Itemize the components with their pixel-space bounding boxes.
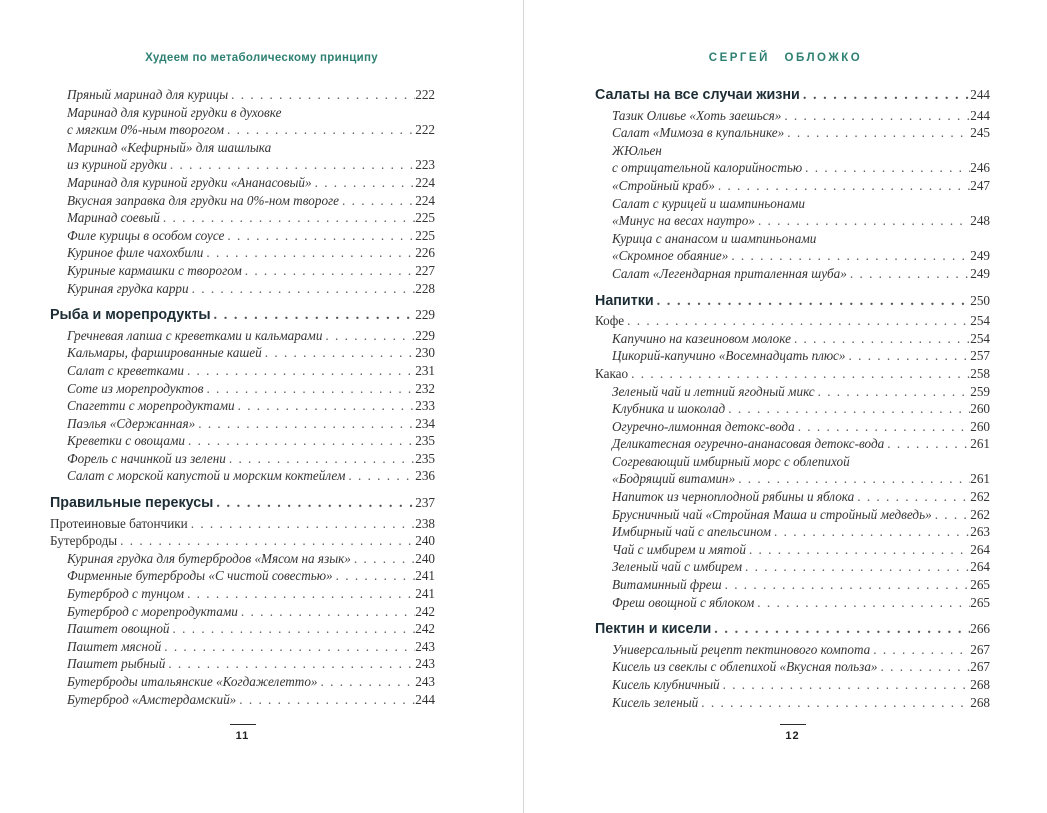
toc-entry-row <box>595 435 990 453</box>
toc-page-number: 235 <box>415 433 435 449</box>
toc-entry-title: Фирменные бутерброды «С чистой совестью» <box>67 568 333 584</box>
toc-section-title: Салаты на все случаи жизни <box>595 87 800 103</box>
toc-page-number: 224 <box>415 192 435 208</box>
dot-leader <box>854 488 970 506</box>
toc-page-number: 266 <box>970 621 990 637</box>
toc-entry-row <box>595 418 990 436</box>
toc-page-number: 223 <box>415 157 435 173</box>
toc-entry-title: ЖЮльен <box>612 142 662 158</box>
toc-entry-title: Салат с креветками <box>67 362 184 378</box>
toc-page-number: 267 <box>970 659 990 675</box>
toc-page-number: 249 <box>970 248 990 264</box>
toc-entry-title: Паштет мясной <box>67 638 162 654</box>
toc-entry-row <box>595 212 990 230</box>
toc-page-number: 242 <box>415 603 435 619</box>
toc-page-number: 240 <box>415 533 435 549</box>
toc-entry-row <box>595 347 990 365</box>
toc-entry-row <box>50 585 435 603</box>
toc-entry-title: Деликатесная огуречно-ананасовая детокс-вода <box>612 436 885 452</box>
toc-entry-row <box>50 174 435 192</box>
dot-leader <box>795 418 971 436</box>
dot-leader <box>720 676 971 694</box>
toc-entry-title: Гречневая лапша с креветками и кальмарами <box>67 327 323 343</box>
dot-leader <box>189 280 416 298</box>
toc-entry-row <box>50 156 435 174</box>
dot-leader <box>624 312 970 330</box>
toc-entry-title: Кальмары, фаршированные кашей <box>67 345 262 361</box>
toc-page-number: 268 <box>970 677 990 692</box>
toc-page-number: 265 <box>970 594 990 610</box>
toc-section-title: Пектин и кисели <box>595 621 712 638</box>
dot-leader <box>224 227 415 245</box>
dot-leader <box>242 262 415 280</box>
toc-page-number: 257 <box>970 348 990 364</box>
toc-entry-row <box>595 195 990 213</box>
toc-entry-title: Маринад «Кефирный» для шашлыка <box>67 139 272 155</box>
toc-section-row <box>595 620 990 639</box>
toc-entry-row <box>595 641 990 659</box>
toc-page-number: 267 <box>970 641 990 657</box>
toc-page-number: 229 <box>415 327 435 343</box>
toc-entry-row <box>595 558 990 576</box>
dot-leader <box>802 159 970 177</box>
toc-entry-title: Какао <box>595 365 629 381</box>
toc-entry-row <box>50 244 435 262</box>
toc-entry-title: Зеленый чай и летний ягодный микс <box>612 383 815 399</box>
toc-entry-title: из куриной грудки <box>67 157 167 173</box>
toc-entry-row <box>50 432 435 450</box>
dot-leader <box>224 121 415 139</box>
toc-entry-title: Салат с морской капустой и морским коктейлем <box>67 468 346 484</box>
dot-leader <box>117 532 415 550</box>
toc-page-number: 264 <box>970 559 990 575</box>
dot-leader <box>238 603 415 621</box>
dot-leader <box>932 506 971 524</box>
toc-entry-row <box>595 594 990 612</box>
right-page <box>524 0 1047 813</box>
toc-entry-row <box>50 467 435 485</box>
toc-page-number: 261 <box>970 471 990 487</box>
toc-page-number: 240 <box>415 550 435 566</box>
toc-page-number: 262 <box>970 506 990 522</box>
toc-entry-title: Куриная грудка карри <box>67 280 189 296</box>
dot-leader <box>165 655 415 673</box>
toc-page-number: 254 <box>970 330 990 346</box>
dot-leader <box>184 585 415 603</box>
dot-leader <box>784 124 970 142</box>
dot-leader <box>185 432 415 450</box>
toc-entry-row <box>595 107 990 125</box>
toc-entry-title: Витаминный фреш <box>612 577 722 593</box>
toc-entry-title: Салат «Мимоза в купальнике» <box>612 125 785 141</box>
toc-entry-row <box>50 327 435 345</box>
toc-entry-row <box>50 673 435 691</box>
toc-entry-row <box>595 576 990 594</box>
toc-section-title: Напитки <box>595 292 654 309</box>
toc-entry-row <box>50 638 435 656</box>
toc-entry-title: Клубника и шоколад <box>612 401 726 417</box>
toc-entry-title: Чай с имбирем и мятой <box>612 541 746 557</box>
toc-entry-row <box>50 397 435 415</box>
toc-entry-row <box>595 247 990 265</box>
toc-page-number: 246 <box>970 160 990 176</box>
toc-entry-title: Салат «Легендарная приталенная шуба» <box>612 265 847 281</box>
toc-entry-title: Цикорий-капучино «Восемнадцать плюс» <box>612 348 846 364</box>
toc-page-number: 225 <box>415 210 435 226</box>
toc-entry-row <box>50 550 435 568</box>
toc-page-number: 234 <box>415 415 435 431</box>
dot-leader <box>339 192 415 210</box>
toc-entry-row <box>50 620 435 638</box>
dot-leader <box>742 558 970 576</box>
dot-leader <box>322 327 415 345</box>
toc-entry-title: Спагетти с морепродуктами <box>67 398 235 414</box>
dot-leader <box>318 673 416 691</box>
toc-page-number: 226 <box>415 245 435 261</box>
dot-leader <box>195 415 415 433</box>
dot-leader <box>815 383 971 401</box>
toc-entry-title: Кисель зеленый <box>612 694 699 710</box>
dot-leader <box>161 638 415 656</box>
toc-page-number: 262 <box>970 489 990 505</box>
dot-leader <box>725 400 970 418</box>
dot-leader <box>884 435 970 453</box>
toc-page-number: 261 <box>970 436 990 452</box>
dot-leader <box>203 244 415 262</box>
dot-leader <box>160 209 415 227</box>
left-page <box>0 0 523 813</box>
toc-page-number: 248 <box>970 213 990 229</box>
dot-leader <box>754 594 970 612</box>
toc-entry-title: Бутерброды <box>50 533 118 549</box>
toc-entry-row <box>50 262 435 280</box>
dot-leader <box>846 347 971 365</box>
dot-leader <box>345 467 415 485</box>
toc-entry-row <box>50 515 435 533</box>
toc-entry-title: Куриная грудка для бутербродов «Мясом на язык» <box>67 550 351 566</box>
toc-entry-title: Брусничный чай «Стройная Маша и стройный медведь» <box>612 506 932 522</box>
dot-leader <box>228 86 415 104</box>
toc-entry-row <box>595 400 990 418</box>
toc-page-number: 237 <box>415 495 435 511</box>
toc-entry-title: Маринад для куриной грудки «Ананасовый» <box>67 174 312 190</box>
toc-entry-row <box>50 415 435 433</box>
toc-page-number: 235 <box>415 450 435 466</box>
dot-leader <box>203 380 415 398</box>
toc-entry-row <box>595 312 990 330</box>
toc-entry-row <box>595 124 990 142</box>
toc-entry-row <box>50 450 435 468</box>
dot-leader <box>226 450 415 468</box>
toc-entry-row <box>595 159 990 177</box>
toc-entry-title: «Стройный краб» <box>612 177 715 193</box>
toc-entry-row <box>50 121 435 139</box>
toc-entry-row <box>595 453 990 471</box>
toc-entry-title: Протеиновые батончики <box>50 515 188 531</box>
toc-page-number: 232 <box>415 380 435 396</box>
toc-page-number: 259 <box>970 383 990 399</box>
toc-page-number: 264 <box>970 541 990 557</box>
dot-leader <box>333 567 416 585</box>
dot-leader <box>722 576 971 594</box>
dot-leader <box>236 691 415 709</box>
dot-leader <box>235 397 416 415</box>
toc-page-number: 230 <box>415 345 435 361</box>
toc-entry-title: «Минус на весах наутро» <box>612 213 755 229</box>
toc-list-right <box>595 86 990 711</box>
toc-entry-title: Бутерброд «Амстердамский» <box>67 691 237 707</box>
toc-entry-title: Салат с курицей и шампиньонами <box>612 195 805 211</box>
dot-leader <box>188 515 416 533</box>
dot-leader <box>870 641 970 659</box>
toc-entry-title: Кофе <box>595 313 625 329</box>
toc-entry-row <box>595 506 990 524</box>
toc-entry-row <box>50 362 435 380</box>
toc-entry-row <box>595 365 990 383</box>
toc-page-number: 236 <box>415 468 435 484</box>
toc-entry-title: Креветки с овощами <box>67 433 185 449</box>
toc-entry-row <box>595 488 990 506</box>
folio-page-number: 12 <box>785 730 800 742</box>
page-footer <box>50 724 435 742</box>
dot-leader <box>167 156 415 174</box>
dot-leader <box>351 550 415 568</box>
toc-entry-title: Универсальный рецепт пектинового компота <box>612 641 871 657</box>
toc-section-title: Правильные перекусы <box>50 495 214 512</box>
toc-entry-row <box>50 380 435 398</box>
toc-entry-row <box>50 603 435 621</box>
toc-entry-row <box>595 383 990 401</box>
toc-page-number: 260 <box>970 418 990 434</box>
toc-entry-title: с мягким 0%-ным творогом <box>67 122 224 138</box>
toc-page-number: 260 <box>970 401 990 417</box>
toc-entry-title: Кисель клубничный <box>612 677 720 692</box>
toc-page-number: 243 <box>415 674 435 689</box>
toc-page-number: 268 <box>970 694 990 710</box>
toc-entry-title: Курица с ананасом и шампиньонами <box>612 230 817 246</box>
page-footer <box>595 724 990 742</box>
toc-entry-title: Куриные кармашки с творогом <box>67 262 242 278</box>
toc-entry-title: Бутерброды итальянские «Когдажелетто» <box>67 674 318 689</box>
toc-entry-title: Фреш овощной с яблоком <box>612 594 755 610</box>
toc-entry-title: «Бодрящий витамин» <box>612 471 736 487</box>
toc-page-number: 225 <box>415 227 435 243</box>
toc-section-row <box>595 292 990 311</box>
dot-leader <box>771 523 970 541</box>
toc-entry-row <box>595 541 990 559</box>
toc-entry-row <box>50 280 435 298</box>
folio-page-number: 11 <box>235 730 250 742</box>
toc-page-number: 263 <box>970 524 990 540</box>
toc-page-number: 238 <box>415 515 435 531</box>
dot-leader <box>800 87 970 105</box>
toc-entry-row <box>50 344 435 362</box>
dot-leader <box>312 174 416 192</box>
footer-rule <box>230 724 256 725</box>
toc-page-number: 222 <box>415 87 435 102</box>
toc-entry-title: Пряный маринад для курицы <box>67 87 229 102</box>
toc-entry-title: Кисель из свеклы с облепихой «Вкусная польза» <box>612 659 878 675</box>
toc-page-number: 228 <box>415 280 435 296</box>
toc-entry-title: с отрицательной калорийностью <box>612 160 803 176</box>
dot-leader <box>628 365 970 383</box>
toc-entry-row <box>50 192 435 210</box>
dot-leader <box>735 470 970 488</box>
toc-page-number: 249 <box>970 265 990 281</box>
toc-page-number: 244 <box>970 87 990 102</box>
toc-entry-row <box>50 209 435 227</box>
toc-entry-title: Паштет рыбный <box>67 656 166 672</box>
toc-entry-row <box>50 227 435 245</box>
dot-leader <box>711 621 970 639</box>
toc-page-number: 241 <box>415 586 435 602</box>
footer-rule <box>780 724 806 725</box>
toc-entry-title: Маринад для куриной грудки в духовке <box>67 104 282 120</box>
toc-page-number: 265 <box>970 577 990 593</box>
toc-entry-title: Маринад соевый <box>67 210 160 226</box>
toc-entry-title: Бутерброд с морепродуктами <box>67 603 238 619</box>
toc-entry-row <box>595 676 990 694</box>
toc-page-number: 241 <box>415 568 435 584</box>
toc-list-left <box>50 86 435 708</box>
toc-entry-title: Филе курицы в особом соусе <box>67 227 225 243</box>
dot-leader <box>654 293 971 311</box>
toc-page-number: 243 <box>415 638 435 654</box>
dot-leader <box>170 620 416 638</box>
toc-entry-title: Паэлья «Сдержанная» <box>67 415 196 431</box>
toc-entry-row <box>50 567 435 585</box>
toc-page-number: 250 <box>970 292 990 308</box>
toc-entry-row <box>50 691 435 709</box>
toc-page-number: 224 <box>415 174 435 190</box>
toc-page-number: 222 <box>415 122 435 138</box>
toc-page-number: 247 <box>970 177 990 193</box>
dot-leader <box>698 694 970 712</box>
dot-leader <box>878 658 971 676</box>
toc-entry-title: Форель с начинкой из зелени <box>67 450 226 466</box>
dot-leader <box>755 212 970 230</box>
dot-leader <box>847 265 970 283</box>
dot-leader <box>262 344 415 362</box>
running-header-author-name: СЕРГЕЙ ОБЛОЖКО <box>708 52 863 64</box>
toc-entry-title: Огуречно-лимонная детокс-вода <box>612 418 795 434</box>
toc-entry-row <box>50 86 435 104</box>
toc-entry-title: Капучино на казеиновом молоке <box>612 330 791 346</box>
toc-entry-row <box>50 139 435 157</box>
toc-entry-title: Вкусная заправка для грудки на 0%-ном твороге <box>67 192 340 208</box>
toc-section-row <box>50 306 435 325</box>
running-header-book-title: Худеем по метаболическому принципу <box>145 52 378 64</box>
toc-entry-title: Тазик Оливье «Хоть заешься» <box>612 107 782 123</box>
toc-entry-title: Зеленый чай с имбирем <box>612 559 743 575</box>
toc-section-row <box>50 494 435 513</box>
toc-section-row <box>595 86 990 105</box>
toc-entry-row <box>595 523 990 541</box>
dot-leader <box>791 330 970 348</box>
toc-page-number: 245 <box>970 125 990 141</box>
toc-page-number: 242 <box>415 621 435 637</box>
toc-page-number: 258 <box>970 365 990 381</box>
toc-page-number: 229 <box>415 307 435 323</box>
dot-leader <box>781 107 970 125</box>
dot-leader <box>715 177 970 195</box>
toc-entry-row <box>595 142 990 160</box>
toc-page-number: 231 <box>415 362 435 378</box>
toc-entry-row <box>595 265 990 283</box>
toc-section-title: Рыба и морепродукты <box>50 307 211 324</box>
toc-entry-title: Паштет овощной <box>67 621 170 637</box>
dot-leader <box>746 541 970 559</box>
toc-entry-row <box>595 230 990 248</box>
dot-leader <box>184 362 415 380</box>
toc-entry-row <box>50 655 435 673</box>
toc-page-number: 233 <box>415 398 435 414</box>
toc-entry-row <box>595 177 990 195</box>
toc-page-number: 244 <box>970 107 990 123</box>
toc-entry-row <box>595 330 990 348</box>
toc-entry-title: Куриное филе чахохбили <box>67 245 204 261</box>
toc-entry-title: Имбирный чай с апельсином <box>612 524 772 540</box>
dot-leader <box>211 307 416 325</box>
toc-entry-row <box>50 104 435 122</box>
toc-entry-title: «Скромное обаяние» <box>612 248 729 264</box>
toc-entry-title: Бутерброд с тунцом <box>67 586 185 602</box>
toc-entry-title: Соте из морепродуктов <box>67 380 204 396</box>
toc-entry-row <box>595 658 990 676</box>
toc-entry-title: Напиток из черноплодной рябины и яблока <box>612 489 855 505</box>
toc-entry-title: Согревающий имбирный морс с облепихой <box>612 453 850 469</box>
toc-page-number: 254 <box>970 313 990 329</box>
dot-leader <box>213 495 415 513</box>
toc-page-number: 243 <box>415 656 435 672</box>
dot-leader <box>728 247 970 265</box>
toc-entry-row <box>595 694 990 712</box>
toc-entry-row <box>50 532 435 550</box>
toc-entry-row <box>595 470 990 488</box>
toc-page-number: 227 <box>415 262 435 278</box>
toc-page-number: 244 <box>415 691 435 707</box>
